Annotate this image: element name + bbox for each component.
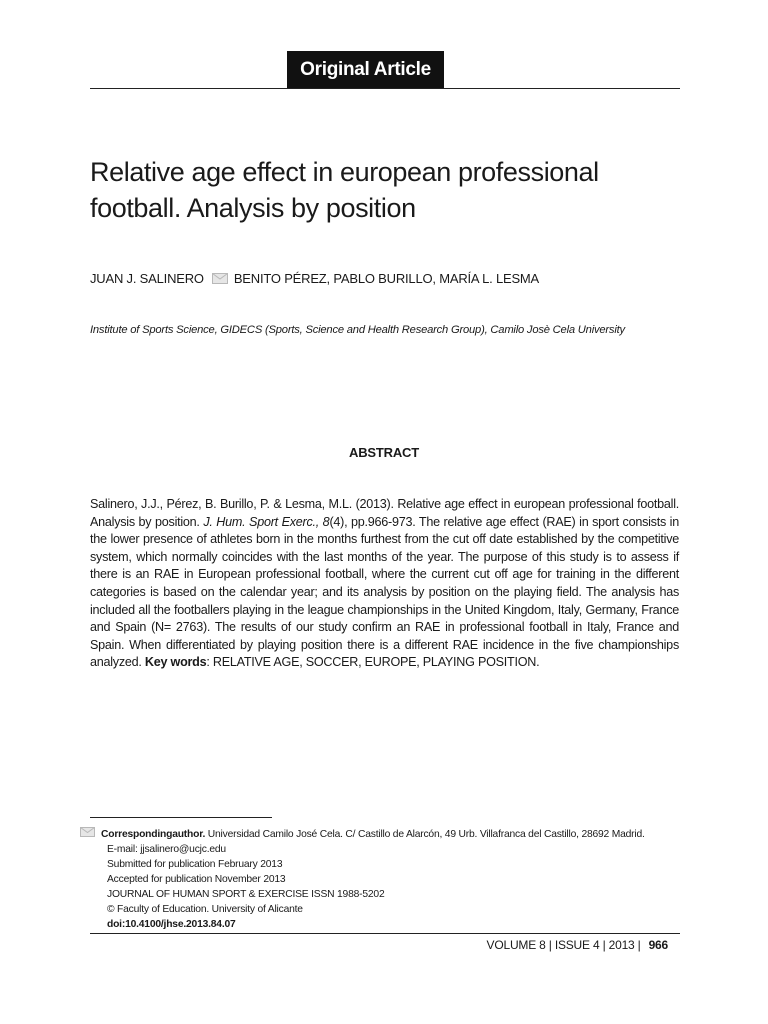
abstract-body xyxy=(90,496,679,672)
bottom-divider xyxy=(90,933,680,934)
citation-suffix: (4), pp.966-973. xyxy=(329,514,419,529)
keywords: : RELATIVE AGE, SOCCER, EUROPE, PLAYING POSITION. xyxy=(206,655,540,670)
copyright-line: © Faculty of Education. University of Alicante xyxy=(107,904,303,916)
journal-citation: J. Hum. Sport Exerc., 8 xyxy=(203,514,330,529)
keywords-label: Key words xyxy=(144,655,207,670)
footnote-divider xyxy=(90,817,272,818)
corresponding-address: Universidad Camilo José Cela. C/ Castillo de Alarcón, 49 Urb. Villafranca del Castillo, 28692 Madrid. xyxy=(205,829,645,841)
email-line[interactable]: E-mail: jjsalinero@ucjc.edu xyxy=(107,844,226,856)
footnotes xyxy=(80,827,680,932)
abstract-heading: ABSTRACT xyxy=(349,445,419,460)
envelope-icon[interactable] xyxy=(212,272,228,287)
page-number: 966 xyxy=(648,938,668,952)
journal-line: JOURNAL OF HUMAN SPORT & EXERCISE ISSN 1988-5202 xyxy=(107,889,385,901)
paper-title: Relative age effect in european professional football. Analysis by position xyxy=(90,157,599,223)
page-footer xyxy=(487,938,668,952)
affiliation: Institute of Sports Science, GIDECS (Sports, Science and Health Research Group), Camilo Josè Cela University xyxy=(90,324,625,336)
envelope-icon[interactable] xyxy=(80,827,95,842)
co-author-names: BENITO PÉREZ, PABLO BURILLO, MARÍA L. LESMA xyxy=(233,271,540,286)
corresponding-label: Correspondingauthor. xyxy=(101,829,206,841)
author-list xyxy=(90,271,539,287)
doi-text[interactable]: doi:10.4100/jhse.2013.84.07 xyxy=(107,919,236,931)
corresponding-author-note xyxy=(80,827,680,842)
corresponding-author-name: JUAN J. SALINERO xyxy=(90,271,204,286)
article-type-label: Original Article xyxy=(287,51,444,89)
citation-prefix: Salinero, J.J., Pérez, B. Burillo, P. & Lesma, M.L. (2013). Relative age effect in european professional football. Analysis by position. xyxy=(90,497,679,529)
submitted-line: Submitted for publication February 2013 xyxy=(107,859,283,871)
doi-line[interactable] xyxy=(107,917,680,932)
top-divider xyxy=(90,88,680,89)
abstract-text: The relative age effect (RAE) in sport consists in the lower presence of athletes born in the months furthest from the cut off date established by the competitive system, which normally coincides with the last months of the year. The purpose of this study is to assess if there is an RAE in European professional football, where the current cut off age for training in the different categories is based on the calendar year; and its analysis by position on the playing field. The analysis has included all the footballers playing in the league championships in the United Kingdom, Italy, Germany, France and Spain (N= 2763). The results of our study confirm an RAE in professional football in Italy, France and Spain. When differentiated by playing position there is a different RAE incidence in the five championships analyzed. xyxy=(90,514,679,670)
volume-info: VOLUME 8 | ISSUE 4 | 2013 | xyxy=(486,938,641,952)
accepted-line: Accepted for publication November 2013 xyxy=(107,874,286,886)
